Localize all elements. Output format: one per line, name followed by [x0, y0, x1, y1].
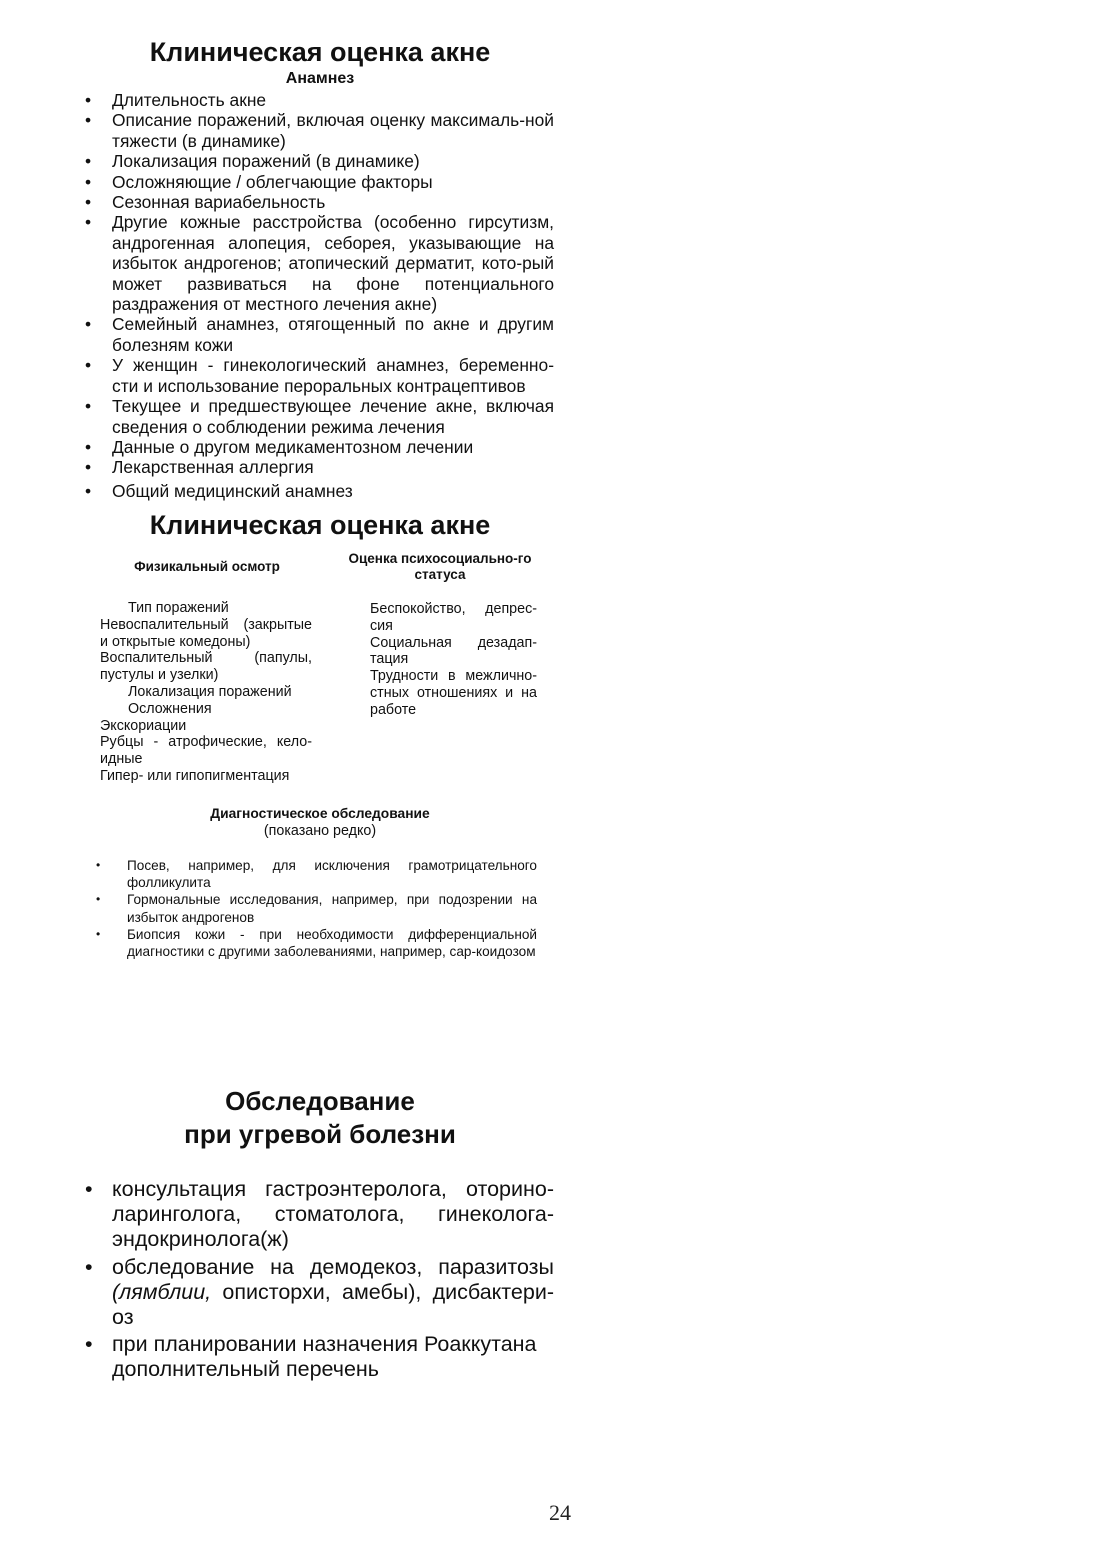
- item-text-after: описторхи, амебы), дисбактери-оз: [112, 1279, 554, 1330]
- list-item: • Общий медицинский анамнез: [82, 481, 554, 501]
- physical-line: Воспалительный (папулы, пустулы и узелки): [100, 650, 312, 684]
- psycho-line: Беспокойство, депрес-сия: [370, 601, 537, 634]
- section3-title-line2: при угревой болезни: [184, 1119, 456, 1149]
- list-item: • Лекарственная аллергия: [82, 457, 554, 477]
- section1-subtitle: Анамнез: [285, 70, 355, 87]
- physical-line: Тип поражений: [128, 600, 229, 616]
- list-item: • Длительность акне: [82, 90, 554, 110]
- list-item: • при планировании назначения Роаккутана дополнительный перечень: [82, 1332, 554, 1382]
- physical-line: Рубцы - атрофические, кело-идные: [100, 734, 312, 768]
- list-item: • Текущее и предшествующее лечение акне, включая сведения о соблюдении режима лечения: [82, 396, 554, 437]
- physical-line: Экскориации: [100, 717, 187, 734]
- list-item: [82, 1255, 554, 1331]
- list-item: • Сезонная вариабельность: [82, 192, 554, 212]
- exam-list: [82, 1177, 554, 1383]
- list-item: • Гормональные исследования, например, при подозрении на избыток андрогенов: [82, 891, 537, 925]
- anamnez-list: [82, 90, 554, 501]
- list-item: • Семейный анамнез, отягощенный по акне и другим болезням кожи: [82, 314, 554, 355]
- physical-line: Невоспалительный (закрытые и открытые комедоны): [100, 616, 312, 650]
- psychosocial-list: [370, 601, 537, 719]
- list-item: • Описание поражений, включая оценку максималь-ной тяжести (в динамике): [82, 110, 554, 151]
- physical-line: Локализация поражений: [128, 683, 292, 700]
- item-text-before: обследование на демодекоз, паразитозы: [112, 1254, 554, 1279]
- list-item: • Посев, например, для исключения грамотрицательного фолликулита: [82, 857, 537, 891]
- psycho-line: Социальная дезадап-тация: [370, 634, 537, 668]
- list-item: • Другие кожные расстройства (особенно гирсутизм, андрогенная алопеция, себорея, указывающие на избыток андрогенов; атопический дерматит, кото-рый может развиваться на фоне потенциального раздражения от местного лечения акне): [82, 212, 554, 314]
- list-item: • Осложняющие / облегчающие факторы: [82, 172, 554, 192]
- diagnostic-note: (показано редко): [263, 823, 377, 839]
- physical-exam-list: [100, 600, 312, 785]
- psychosocial-heading: Оценка психосоциально-го статуса: [348, 551, 532, 582]
- list-item: • Локализация поражений (в динамике): [82, 151, 554, 171]
- diagnostic-list: [82, 857, 537, 960]
- item-text-italic: (лямблии,: [112, 1279, 212, 1304]
- page-number: 24: [549, 1500, 571, 1525]
- physical-line: Гипер- или гипопигментация: [100, 767, 290, 784]
- section3-title-line1: Обследование: [225, 1086, 415, 1116]
- section1-title: Клиническая оценка акне: [149, 37, 491, 67]
- list-item: • Биопсия кожи - при необходимости дифференциальной диагностики с другими заболеваниями, например, сар-коидозом: [82, 926, 537, 960]
- section2-title: Клиническая оценка акне: [149, 510, 491, 540]
- list-item: • консультация гастроэнтеролога, оторино-ларинголога, стоматолога, гинеколога-эндокринолога(ж): [82, 1177, 554, 1253]
- list-item: • Данные о другом медикаментозном лечении: [82, 437, 554, 457]
- physical-exam-heading: Физикальный осмотр: [134, 559, 280, 574]
- list-item: • У женщин - гинекологический анамнез, беременно-сти и использование пероральных контрацептивов: [82, 355, 554, 396]
- physical-line: Осложнения: [128, 700, 212, 717]
- diagnostic-heading: Диагностическое обследование: [210, 806, 430, 821]
- psycho-line: Трудности в межлично-стных отношениях и на работе: [370, 668, 537, 718]
